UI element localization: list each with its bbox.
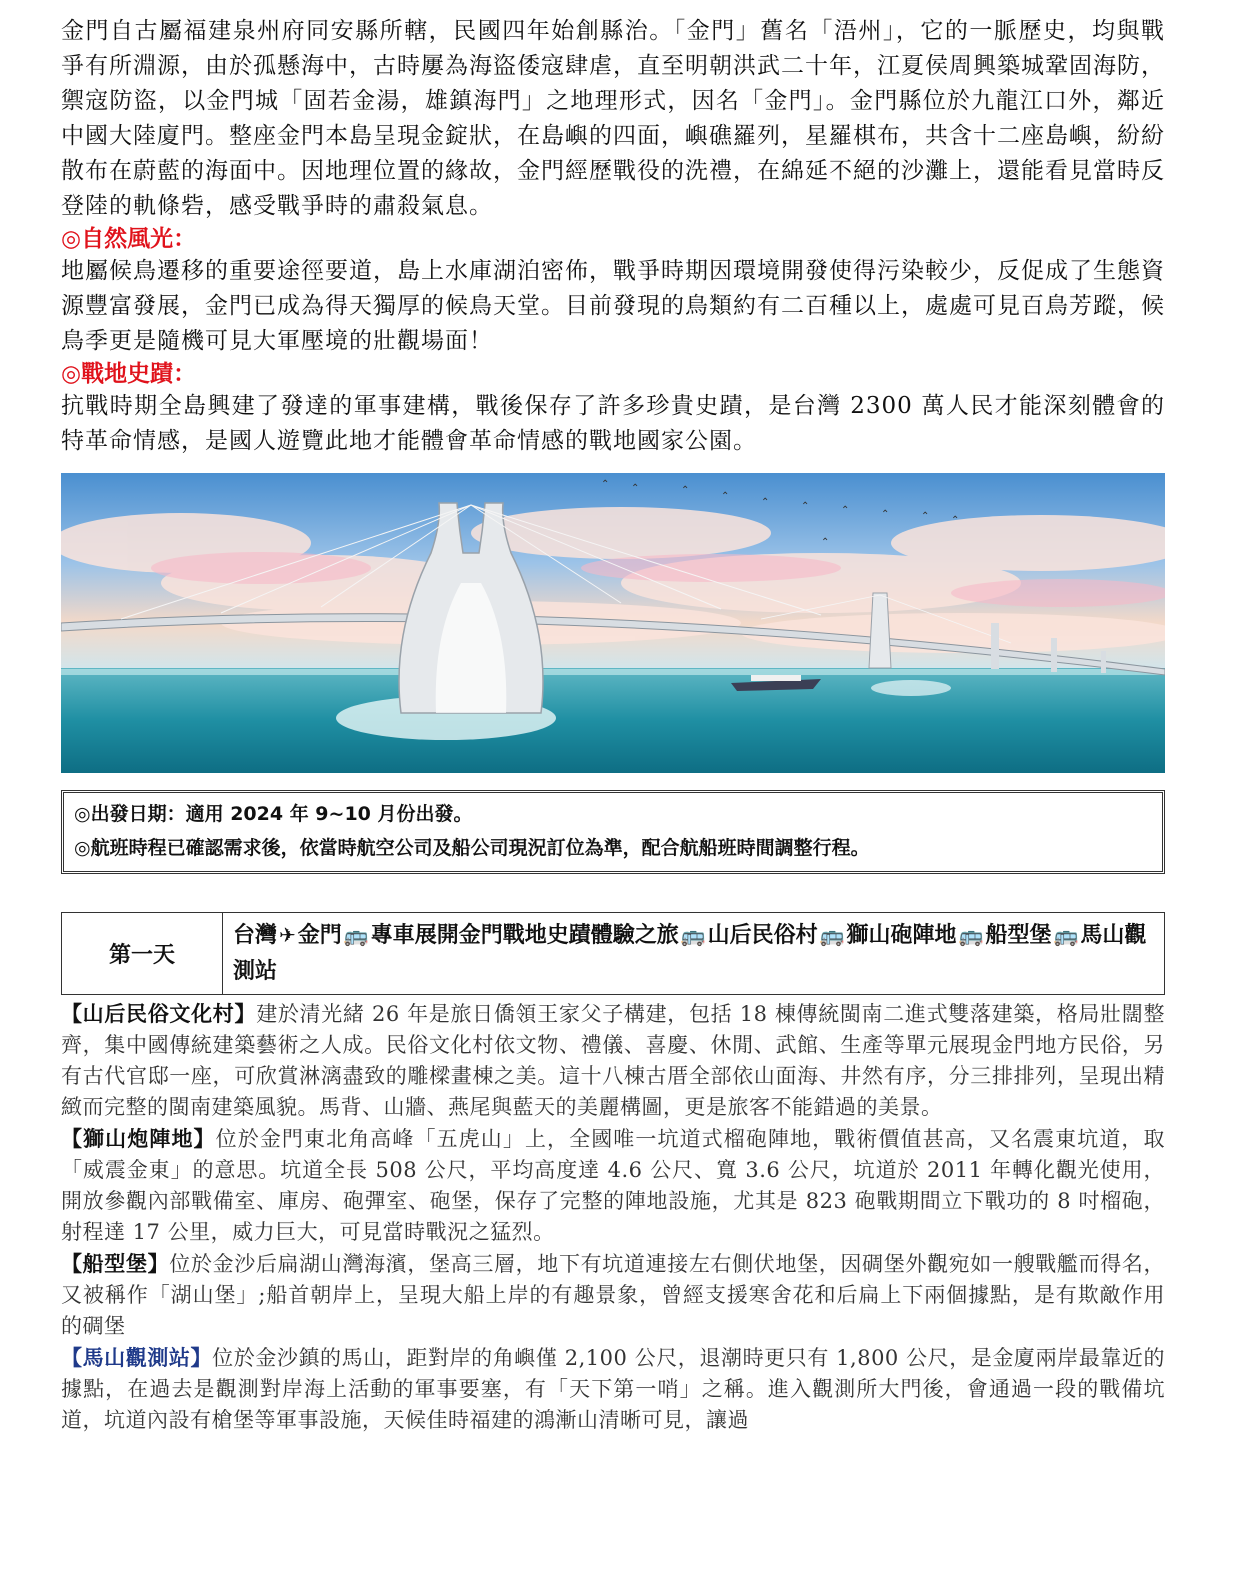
document-page	[61, 14, 1165, 1436]
spot-mashan	[61, 1342, 1165, 1436]
svg-text:⌃: ⌃	[921, 511, 930, 522]
departure-date-line: ◎出發日期：適用 2024 年 9~10 月份出發。	[74, 803, 473, 825]
day-route	[223, 913, 1165, 995]
nature-paragraph: 地屬候鳥遷移的重要途徑要道，島上水庫湖泊密佈，戰爭時期因環境開發使得污染較少，反促成了生態資源豐富發展，金門已成為得天獨厚的候鳥天堂。目前發現的鳥類約有二百種以上，處處可見百鳥芳蹤，候鳥季更是隨機可見大軍壓境的壯觀場面！	[61, 258, 1165, 354]
flight-schedule-line: ◎航班時程已確認需求後，依當時航空公司及船公司現況訂位為準，配合航船班時間調整行程。	[74, 837, 870, 859]
spot-name: 【船型堡】	[61, 1251, 170, 1276]
route-stop: 馬山觀測站	[233, 923, 1147, 984]
svg-text:⌃: ⌃	[761, 497, 770, 508]
svg-text:⌃: ⌃	[951, 515, 960, 526]
bus-icon: 🚌	[343, 923, 369, 947]
itinerary-day-table	[61, 912, 1165, 995]
spot-text: 位於金沙鎮的馬山，距對岸的角嶼僅 2,100 公尺，退潮時更只有 1,800 公尺，是金廈兩岸最靠近的據點，在過去是觀測對岸海上活動的軍事要塞，有「天下第一哨」之稱。進入觀測所大門後，會通過一段的戰備坑道，坑道內設有槍堡等軍事設施，天候佳時福建的鴻漸山清晰可見，讓過	[61, 1346, 1166, 1432]
battlefield-paragraph: 抗戰時期全島興建了發達的軍事建構，戰後保存了許多珍貴史蹟，是台灣 2300 萬人民才能深刻體會的特革命情感，是國人遊覽此地才能體會革命情感的戰地國家公園。	[61, 393, 1165, 454]
svg-text:⌃: ⌃	[801, 501, 810, 512]
route-stop: 船型堡	[985, 923, 1052, 948]
svg-text:⌃: ⌃	[821, 537, 830, 548]
bus-icon: 🚌	[1053, 923, 1079, 947]
bus-icon: 🚌	[958, 923, 984, 947]
route-stop: 獅山砲陣地	[846, 923, 957, 948]
route-stop: 山后民俗村	[707, 923, 818, 948]
spot-shishan	[61, 1123, 1165, 1248]
spot-text: 建於清光緒 26 年是旅日僑領王家父子構建，包括 18 棟傳統閩南二進式雙落建築，格局壯闊整齊，集中國傳統建築藝術之人成。民俗文化村依文物、禮儀、喜慶、休閒、武館、生產等單元展現金門地方民俗，另有古代官邸一座，可欣賞淋漓盡致的雕樑畫棟之美。這十八棟古厝全部依山面海、井然有序，分三排排列，呈現出精緻而完整的閩南建築風貌。馬背、山牆、燕尾與藍天的美麗構圖，更是旅客不能錯過的美景。	[61, 1002, 1165, 1119]
departure-notice	[61, 790, 1165, 874]
spot-shanhou	[61, 998, 1165, 1123]
bus-icon: 🚌	[819, 923, 845, 947]
svg-text:⌃: ⌃	[631, 483, 640, 494]
route-stop: 金門	[297, 923, 342, 948]
svg-text:⌃: ⌃	[841, 505, 850, 516]
svg-text:⌃: ⌃	[721, 491, 730, 502]
nature-heading: ◎自然風光：	[61, 226, 197, 252]
route-stop: 台灣	[233, 923, 278, 948]
spot-name: 【山后民俗文化村】	[61, 1001, 257, 1026]
intro-paragraph: 金門自古屬福建泉州府同安縣所轄，民國四年始創縣治。「金門」舊名「浯州」，它的一脈歷史，均與戰爭有所淵源，由於孤懸海中，古時屢為海盜倭寇肆虐，直至明朝洪武二十年，江夏侯周興築城鞏固海防，禦寇防盜，以金門城「固若金湯，雄鎮海門」之地理形式，因名「金門」。金門縣位於九龍江口外，鄰近中國大陸廈門。整座金門本島呈現金錠狀，在島嶼的四面，嶼礁羅列，星羅棋布，共含十二座島嶼，紛紛散布在蔚藍的海面中。因地理位置的緣故，金門經歷戰役的洗禮，在綿延不絕的沙灘上，還能看見當時反登陸的軌條砦，感受戰爭時的肅殺氣息。	[61, 18, 1165, 219]
day-label: 第一天	[62, 913, 223, 995]
svg-text:⌃: ⌃	[681, 485, 690, 496]
svg-text:⌃: ⌃	[601, 479, 610, 490]
route-stop: 專車展開金門戰地史蹟體驗之旅	[370, 923, 679, 948]
bridge-photo	[61, 473, 1165, 773]
svg-text:⌃: ⌃	[881, 509, 890, 520]
spot-name: 【獅山炮陣地】	[61, 1126, 216, 1151]
spot-name: 【馬山觀測站】	[61, 1345, 213, 1370]
bridge-illustration	[61, 473, 1165, 773]
spot-text: 位於金沙后扁湖山灣海濱，堡高三層，地下有坑道連接左右側伏地堡，因碉堡外觀宛如一艘戰艦而得名，又被稱作「湖山堡」;船首朝岸上，呈現大船上岸的有趣景象，曾經支援寒舍花和后扁上下兩個據點，是有欺敵作用的碉堡	[61, 1252, 1165, 1338]
bus-icon: 🚌	[680, 923, 706, 947]
battlefield-heading: ◎戰地史蹟：	[61, 361, 197, 387]
spot-text: 位於金門東北角高峰「五虎山」上，全國唯一坑道式榴砲陣地，戰術價值甚高，又名震東坑道，取「威震金東」的意思。坑道全長 508 公尺，平均高度達 4.6 公尺、寬 3.6 公尺，坑道於 2011 年轉化觀光使用，開放參觀內部戰備室、庫房、砲彈室、砲堡，保存了完整的陣地設施，尤其是 823 砲戰期間立下戰功的 8 吋榴砲，射程達 17 公里，威力巨大，可見當時戰況之猛烈。	[61, 1127, 1166, 1244]
spot-ship-fort	[61, 1248, 1165, 1342]
plane-icon: ✈	[279, 923, 296, 947]
